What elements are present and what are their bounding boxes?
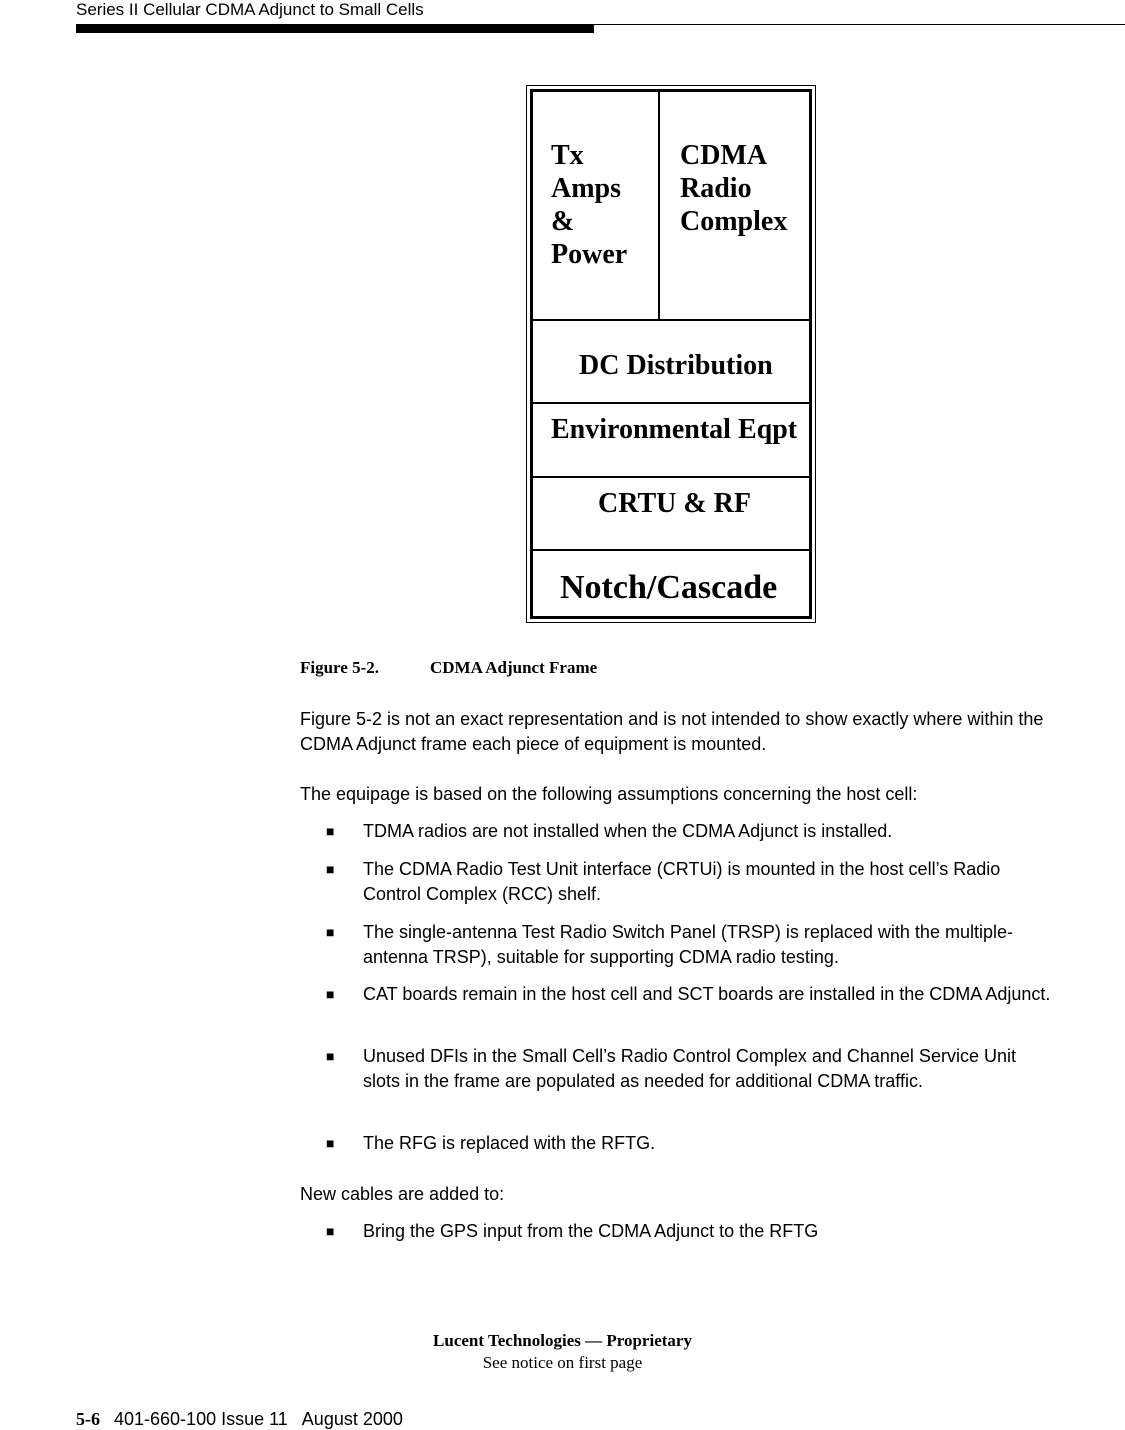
bullet-icon: ■ <box>326 986 335 1002</box>
bullet-icon: ■ <box>326 1223 335 1239</box>
list-item-text: TDMA radios are not installed when the CDMA Adjunct is installed. <box>363 821 893 841</box>
bullet-icon: ■ <box>326 924 335 940</box>
paragraph-new-cables: New cables are added to: <box>300 1184 505 1204</box>
cell-dc-distribution: DC Distribution <box>579 350 773 381</box>
running-header-title: Series II Cellular CDMA Adjunct to Small Cells <box>76 0 424 19</box>
cell-crtu-rf: CRTU & RF <box>598 488 752 519</box>
list-item-text: The CDMA Radio Test Unit interface (CRTUi) is mounted in the host cell’s Radio Control Complex (RCC) shelf. <box>363 859 1001 904</box>
list-item-text: Bring the GPS input from the CDMA Adjunct to the RFTG <box>363 1221 819 1241</box>
cell-tx-amps-power: Tx Amps & Power <box>551 140 628 270</box>
list-item-text: The single-antenna Test Radio Switch Panel (TRSP) is replaced with the multiple-antenna TRSP), suitable for supporting CDMA radio testing. <box>363 922 1013 967</box>
paragraph-figure-note: Figure 5-2 is not an exact representation and is not intended to show exactly where within the CDMA Adjunct frame each piece of equipment is mounted. <box>300 709 1044 754</box>
frame-divider-4 <box>530 549 809 551</box>
list-item-text: CAT boards remain in the host cell and SCT boards are installed in the CDMA Adjunct. <box>363 984 1051 1004</box>
footer-company: Lucent Technologies — Proprietary <box>433 1331 692 1350</box>
frame-divider-3 <box>530 476 809 478</box>
paragraph-equipage-intro: The equipage is based on the following assumptions concerning the host cell: <box>300 784 918 804</box>
frame-divider-2 <box>530 402 809 404</box>
frame-divider-vertical <box>658 89 660 321</box>
header-rule-thick <box>76 25 594 33</box>
frame-divider-1 <box>530 319 809 321</box>
cell-cdma-radio-complex: CDMA Radio Complex <box>680 140 788 237</box>
bullet-icon: ■ <box>326 861 335 877</box>
doc-number: 401-660-100 Issue 11 <box>114 1409 288 1429</box>
cell-notch-cascade: Notch/Cascade <box>560 569 778 606</box>
bullet-icon: ■ <box>326 1048 335 1064</box>
figure-number: Figure 5-2. <box>300 658 380 677</box>
list-item-text: The RFG is replaced with the RFTG. <box>363 1133 656 1153</box>
doc-date: August 2000 <box>301 1409 403 1429</box>
bullet-icon: ■ <box>326 823 335 839</box>
figure-caption <box>300 657 597 679</box>
cell-environmental-eqpt: Environmental Eqpt <box>551 414 798 445</box>
footer-notice: See notice on first page <box>482 1353 643 1372</box>
list-item-text: Unused DFIs in the Small Cell’s Radio Control Complex and Channel Service Unit slots in the frame are populated as needed for additional CDMA traffic. <box>363 1046 1016 1091</box>
bullet-icon: ■ <box>326 1135 335 1151</box>
figure-title: CDMA Adjunct Frame <box>430 658 598 677</box>
page-number: 5-6 <box>76 1409 100 1429</box>
page-footer <box>76 1408 403 1430</box>
